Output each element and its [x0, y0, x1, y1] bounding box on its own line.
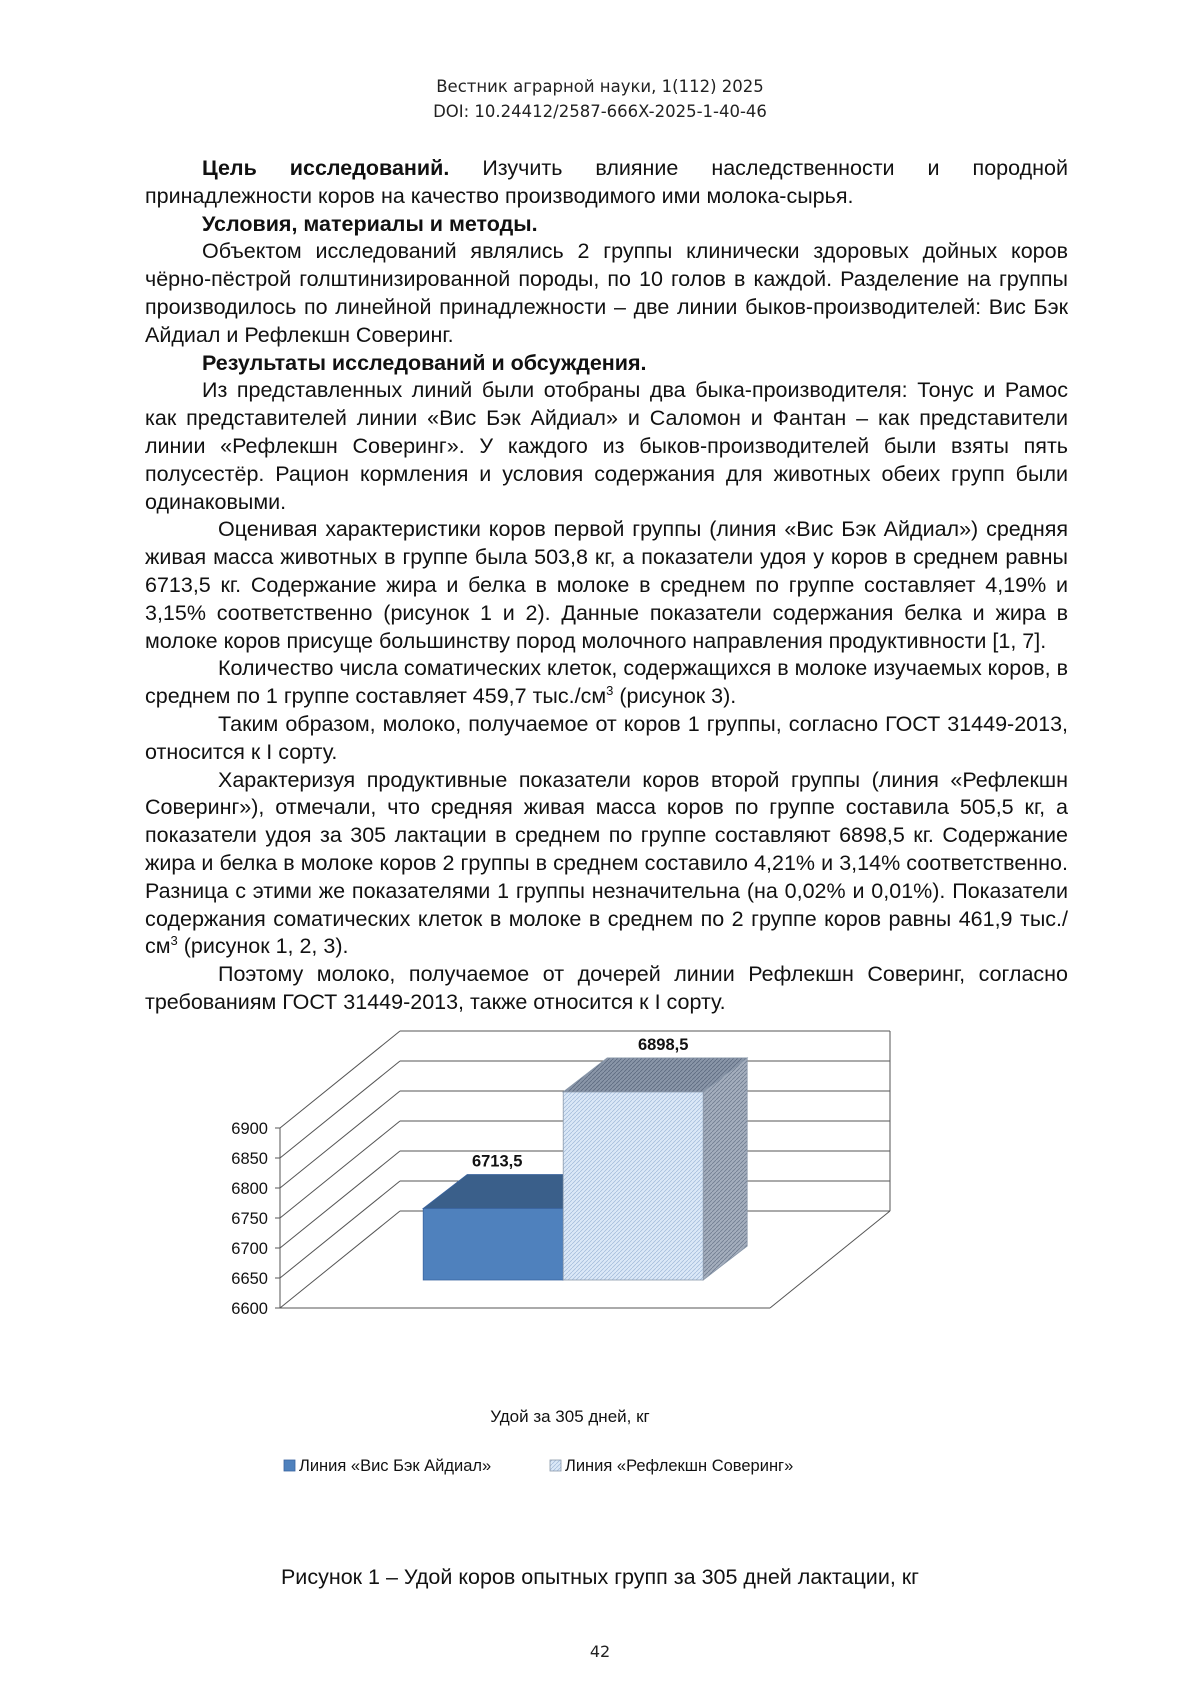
legend-swatch-1 [284, 1460, 295, 1471]
figure-1-chart [200, 1035, 1000, 1560]
results-paragraph-2: Оценивая характеристики коров первой группы (линия «Вис Бэк Айдиал») средняя живая масса животных в группе была 503,8 кг, а показатели удоя у коров в среднем равны 6713,5 кг. Содержание жира и белка в молоке в среднем по группе составляет 4,19% и 3,15% соответственно (рисунок 1 и 2). Данные показатели содержания белка и жира в молоке коров присуще большинству пород молочного направления продуктивности [1, 7]. [145, 517, 1068, 653]
gridline-side [280, 1091, 400, 1188]
y-tick-label: 6750 [231, 1210, 268, 1228]
p5-superscript: 3 [170, 933, 178, 949]
legend-swatch-2 [550, 1460, 561, 1471]
y-tick-label: 6900 [231, 1120, 268, 1138]
y-tick-label: 6800 [231, 1180, 268, 1198]
gridline-side [280, 1031, 400, 1128]
legend-label-1: Линия «Вис Бэк Айдиал» [299, 1457, 492, 1475]
y-tick-label: 6850 [231, 1150, 268, 1168]
results-paragraph-4: Таким образом, молоко, получаемое от коров 1 группы, согласно ГОСТ 31449-2013, относится к I сорту. [145, 711, 1068, 764]
figure-caption: Рисунок 1 – Удой коров опытных групп за 305 дней лактации, кг [280, 1565, 920, 1589]
data-label-1: 6713,5 [471, 1152, 523, 1171]
gridline-side [280, 1121, 400, 1218]
gridline-side [280, 1151, 400, 1248]
p3-superscript: 3 [606, 683, 614, 699]
p5-text: Характеризуя продуктивные показатели коров второй группы (линия «Рефлекшн Соверинг»), отмечали, что средняя живая масса коров по группе составила 505,5 кг, а показатели удоя за 305 лактации в среднем по группе составляют 6898,5 кг. Содержание жира и белка в молоке коров 2 группы в среднем составило 4,21% и 3,14% соответственно. Разница с этими же показателями 1 группы незначительна (на 0,02% и 0,01%). Показатели содержания соматических клеток в молоке в среднем по 2 группе коров равны 461,9 тыс./см [145, 767, 1068, 959]
methods-paragraph: Объектом исследований являлись 2 группы клинически здоровых дойных коров чёрно-пёстрой голштинизированной породы, по 10 голов в каждой. Разделение на группы производилось по линейной принадлежности – две линии быков-производителей: Вис Бэк Айдиал и Рефлекшн Соверинг. [145, 239, 1068, 347]
article-body [145, 155, 1068, 1017]
results-paragraph-1: Из представленных линий были отобраны два быка-производителя: Тонус и Рамос как представителей линии «Вис Бэк Айдиал» и Саломон и Фантан – как представители линии «Рефлекшн Соверинг». У каждого из быков-производителей были взяты пять полусестёр. Рацион кормления и условия содержания для животных обеих групп были одинаковыми. [145, 378, 1068, 514]
gridline-side [280, 1061, 400, 1158]
y-tick-label: 6600 [231, 1300, 268, 1318]
p3-text: Количество числа соматических клеток, содержащихся в молоке изучаемых коров, в среднем по 1 группе составляет 459,7 тыс./см [145, 656, 1068, 709]
journal-title: Вестник аграрной науки, 1(112) 2025 [436, 77, 764, 96]
results-paragraph-3 [145, 655, 1068, 711]
y-tick-label: 6700 [231, 1240, 268, 1258]
results-heading: Результаты исследований и обсуждения. [202, 350, 647, 375]
y-tick-label: 6650 [231, 1270, 268, 1288]
floor-right-edge [770, 1211, 890, 1308]
aim-paragraph [145, 155, 1068, 211]
x-axis-label: Удой за 305 дней, кг [490, 1407, 650, 1426]
legend-label-2: Линия «Рефлекшн Соверинг» [565, 1457, 794, 1475]
running-header [0, 74, 1200, 124]
methods-heading: Условия, материалы и методы. [202, 211, 538, 236]
p3-tail: (рисунок 3). [613, 684, 737, 709]
doi: DOI: 10.24412/2587-666X-2025-1-40-46 [433, 102, 767, 121]
gridline-side [280, 1211, 400, 1308]
bar-front-2 [563, 1092, 703, 1280]
page-number: 42 [589, 1642, 611, 1661]
bar-front-1 [423, 1208, 563, 1280]
results-paragraph-5 [145, 767, 1068, 962]
gridline-side [280, 1181, 400, 1278]
chart-legend [284, 1457, 793, 1475]
bar-side-2 [703, 1058, 747, 1280]
aim-text: Изучить влияние наследственности и породной принадлежности коров на качество производимого ими молока-сырья. [145, 156, 1068, 208]
aim-lead: Цель исследований. [202, 156, 450, 180]
results-paragraph-6: Поэтому молоко, получаемое от дочерей линии Рефлекшн Соверинг, согласно требованиям ГОСТ 31449-2013, также относится к I сорту. [145, 962, 1068, 1014]
data-label-2: 6898,5 [637, 1035, 689, 1054]
p5-tail: (рисунок 1, 2, 3). [177, 934, 349, 959]
